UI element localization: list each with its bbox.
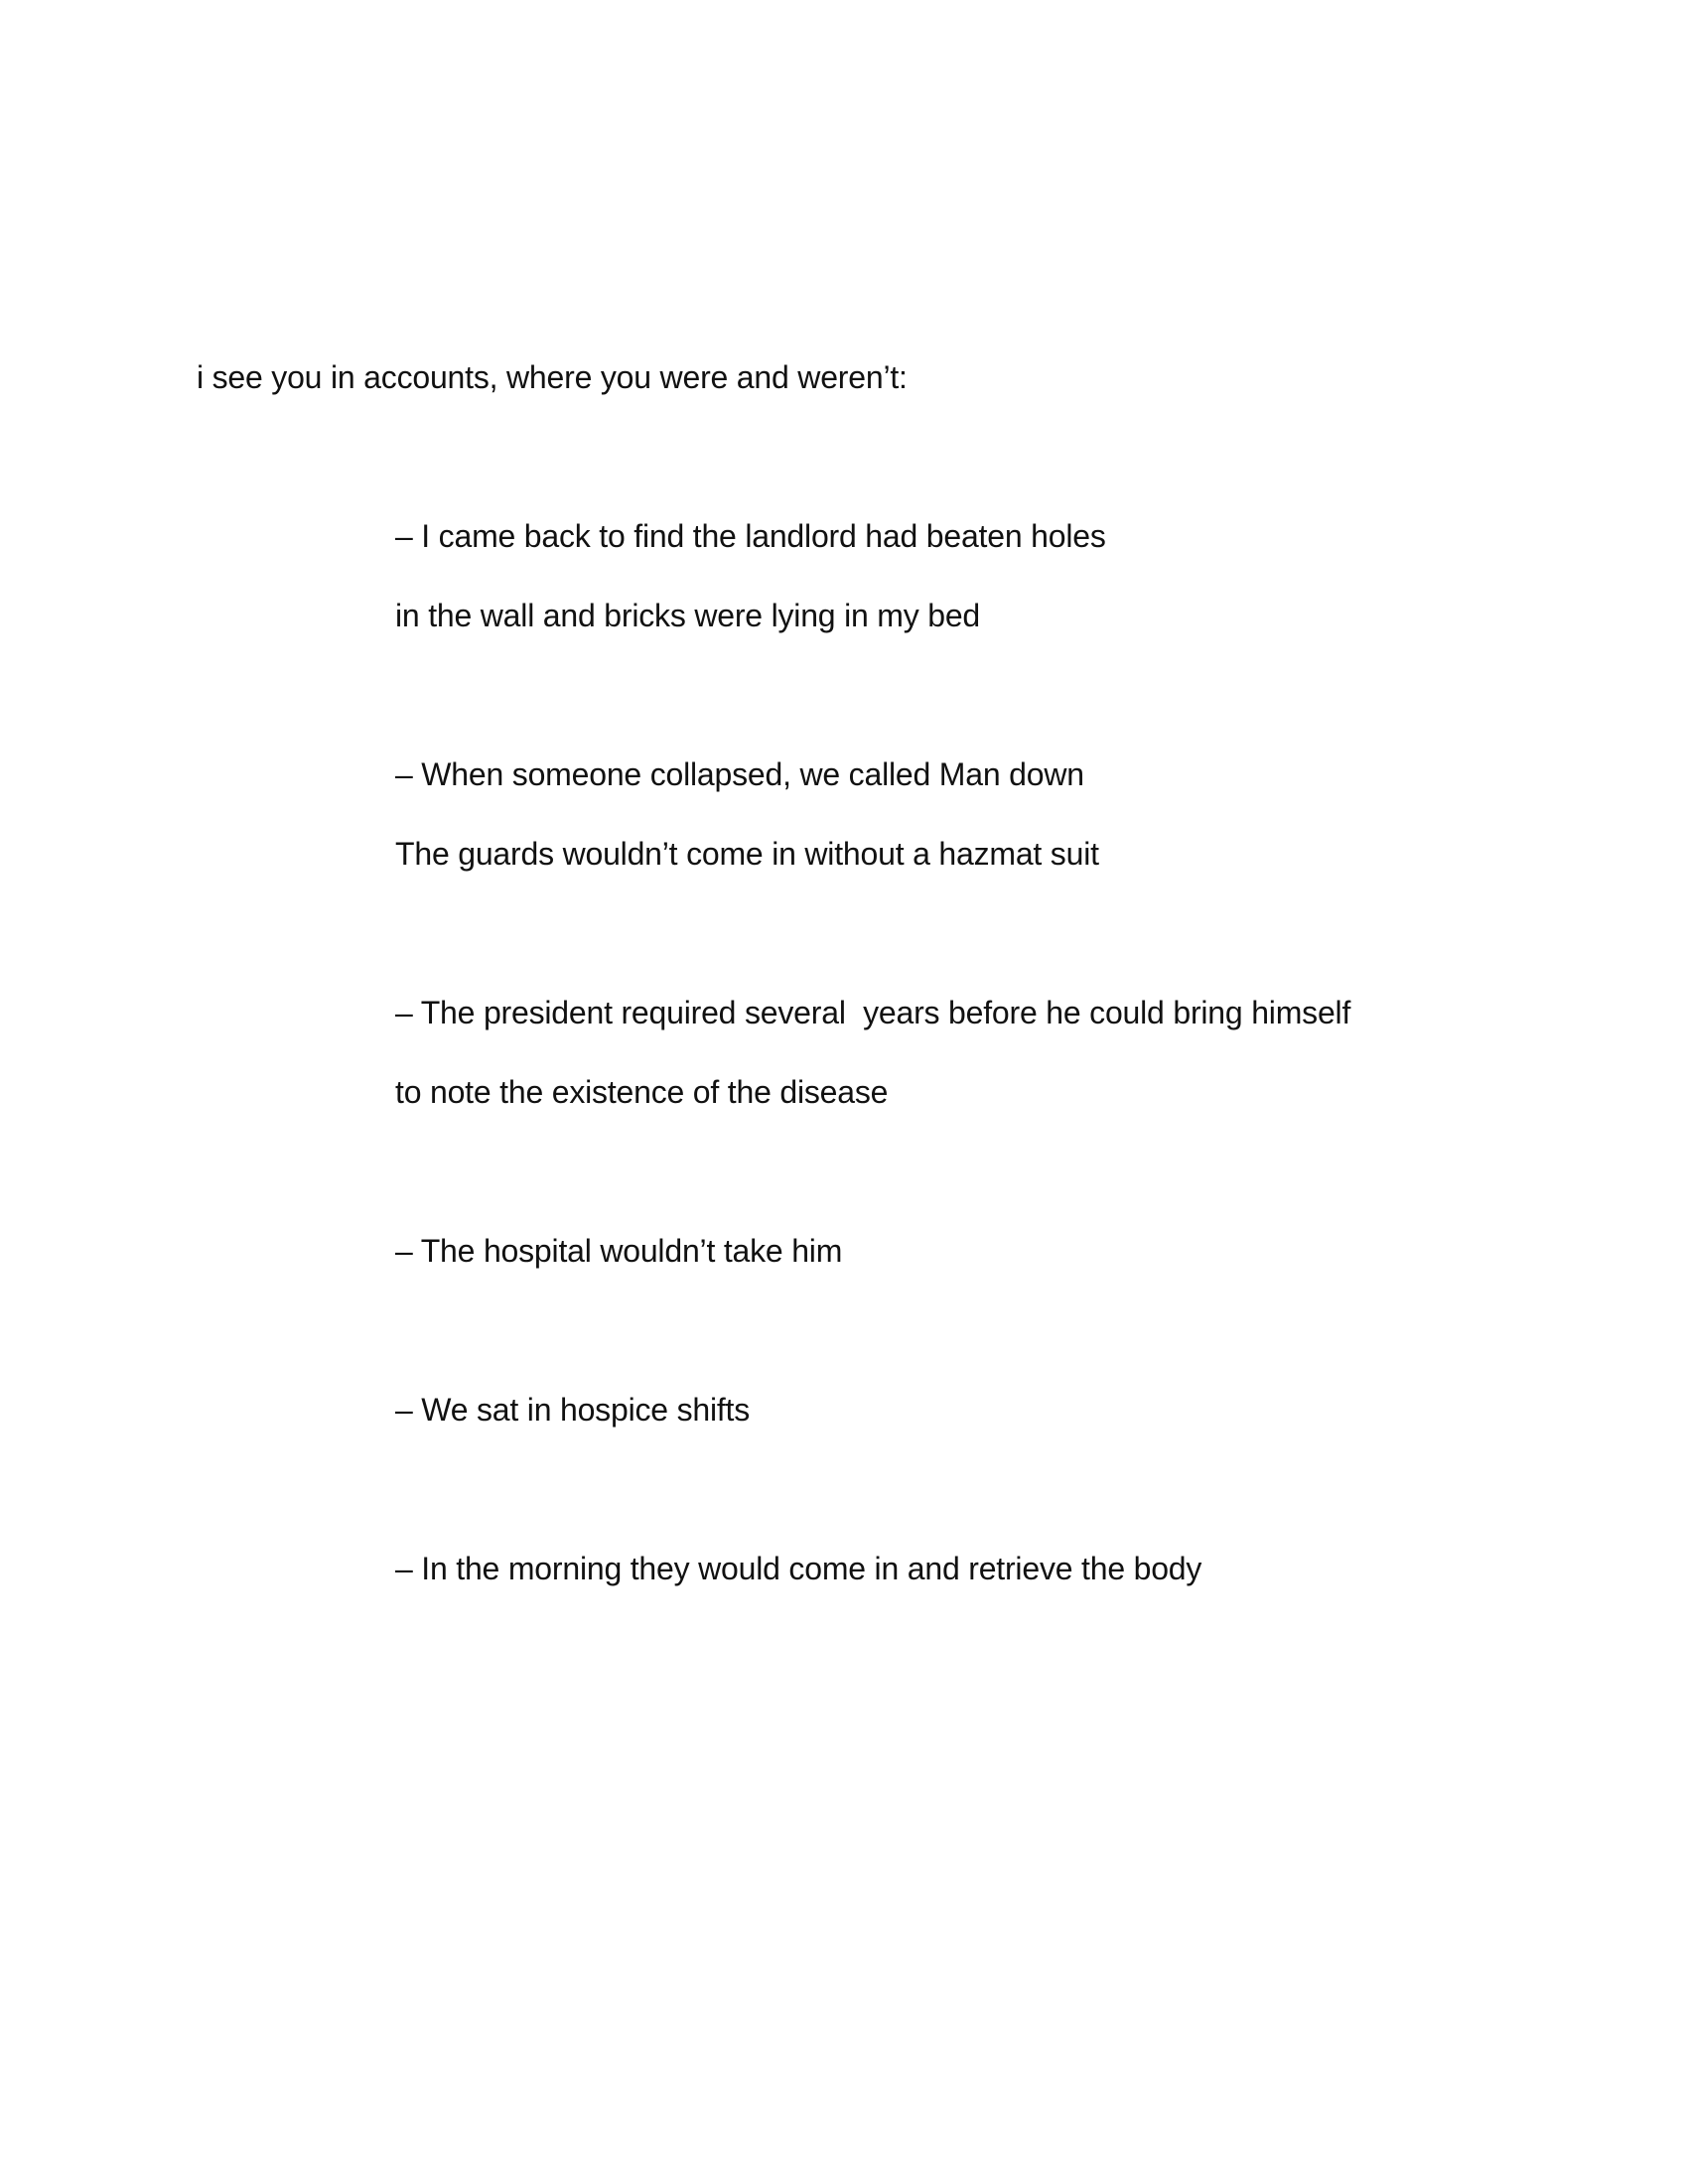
stanza-3-line-2: to note the existence of the disease <box>395 1074 889 1110</box>
stanza-2-line-1: – When someone collapsed, we called Man down <box>395 756 1084 792</box>
stanza-1-line-2: in the wall and bricks were lying in my bed <box>395 598 981 633</box>
stanza-3-line-1: – The president required several years before he could bring himself <box>395 995 1351 1030</box>
stanza-6-line-1: – In the morning they would come in and retrieve the body <box>395 1551 1202 1586</box>
poem-intro-line: i see you in accounts, where you were and weren’t: <box>197 359 908 395</box>
stanza-5-line-1: – We sat in hospice shifts <box>395 1392 751 1428</box>
stanza-4-line-1: – The hospital wouldn’t take him <box>395 1233 843 1269</box>
stanza-1-line-1: – I came back to find the landlord had beaten holes <box>395 518 1106 554</box>
stanza-2-line-2: The guards wouldn’t come in without a hazmat suit <box>395 836 1099 872</box>
